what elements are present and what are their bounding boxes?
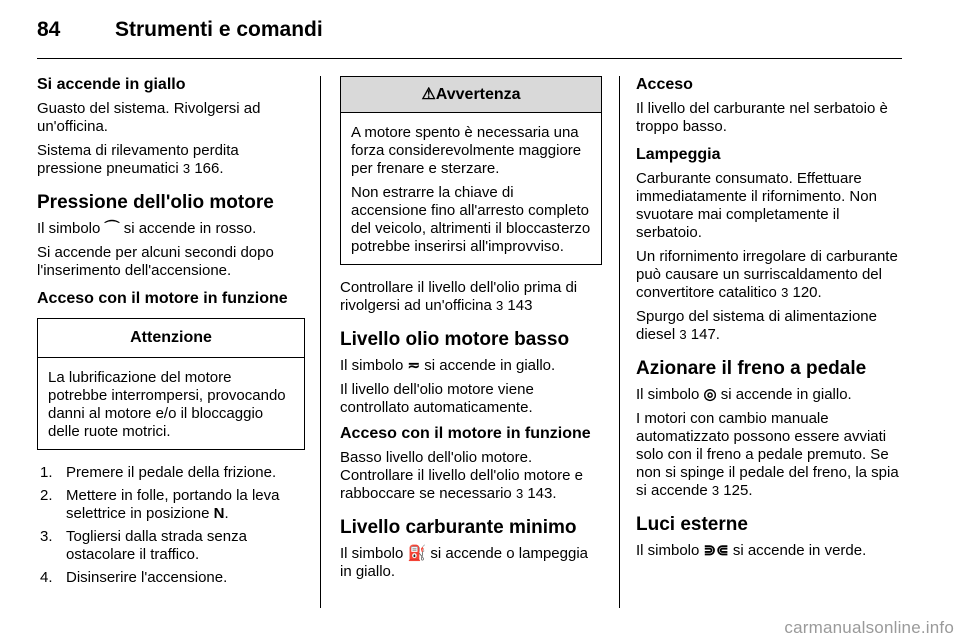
paragraph: Il simbolo ◎ si accende in giallo.: [636, 386, 852, 403]
paragraph: Il simbolo ≂ si accende in giallo.: [340, 357, 556, 374]
page-ref-icon: 3: [711, 483, 720, 498]
label-engine-running: Acceso con il motore in funzione: [340, 425, 591, 442]
column-2: [340, 76, 602, 587]
paragraph: Carburante consumato. Effettuare immediatamente il rifornimento. Non svuotare mai completamente il serbatoio.: [636, 170, 877, 241]
page-ref-icon: 3: [182, 161, 191, 176]
paragraph: I motori con cambio manuale automatizzato possono essere avviati solo con il freno a pedale premuto. Se non si spinge il pedale del freno, la spia si accende 3 125.: [636, 410, 899, 499]
paragraph: Il livello del carburante nel serbatoio è troppo basso.: [636, 100, 888, 135]
caution-box: [37, 318, 305, 450]
oil-can-icon: ⌒: [104, 220, 120, 237]
column-3: [636, 76, 904, 566]
page-ref-icon: 3: [496, 298, 504, 313]
page-ref-icon: 3: [781, 285, 789, 300]
heading-low-oil: Livello olio motore basso: [340, 329, 570, 350]
warning-title: ⚠Avvertenza: [341, 77, 601, 113]
header-divider: [37, 58, 902, 59]
brake-pedal-icon: ◎: [703, 386, 717, 403]
page-number: 84: [37, 18, 61, 41]
paragraph: Il simbolo ⛽ si accende o lampeggia in giallo.: [340, 545, 588, 580]
paragraph: Si accende per alcuni secondi dopo l'inserimento dell'accensione.: [37, 244, 274, 279]
column-divider-2: [619, 76, 620, 608]
paragraph: Sistema di rilevamento perdita pressione pneumatici 3 166.: [37, 142, 239, 177]
exterior-lights-icon: ⋑⋐: [703, 542, 729, 559]
warning-box: [340, 76, 602, 265]
paragraph: Guasto del sistema. Rivolgersi ad un'officina.: [37, 100, 261, 135]
heading-exterior-lights: Luci esterne: [636, 514, 748, 535]
watermark: carmanualsonline.info: [784, 618, 954, 637]
fuel-pump-icon: ⛽: [407, 545, 427, 562]
label-engine-running: Acceso con il motore in funzione: [37, 290, 288, 307]
warning-text: A motore spento è necessaria una forza considerevolmente maggiore per frenare e sterzare.: [351, 124, 582, 177]
list-item: 4. Disinserire l'accensione.: [40, 569, 228, 586]
page-header: [37, 18, 323, 48]
label-flashing: Lampeggia: [636, 146, 721, 163]
caution-title: Attenzione: [38, 319, 304, 358]
heading-brake-pedal: Azionare il freno a pedale: [636, 358, 867, 379]
page-ref-icon: 3: [515, 486, 524, 501]
steps-list: [37, 464, 305, 587]
section-title: Strumenti e comandi: [115, 18, 323, 41]
oil-level-icon: ≂: [407, 357, 421, 374]
label-on: Acceso: [636, 76, 693, 93]
paragraph: Spurgo del sistema di alimentazione diesel 3 147.: [636, 308, 877, 343]
list-item: 1. Premere il pedale della frizione.: [40, 464, 277, 481]
page-ref-icon: 3: [679, 327, 687, 342]
paragraph: Il simbolo ⌒ si accende in rosso.: [37, 220, 257, 237]
paragraph: Controllare il livello dell'olio prima di rivolgersi ad un'officina 3 143: [340, 279, 578, 314]
heading-oil-pressure: Pressione dell'olio motore: [37, 192, 274, 213]
paragraph: Un rifornimento irregolare di carburante può causare un surriscaldamento del convertitore catalitico 3 120.: [636, 248, 898, 301]
paragraph: Il livello dell'olio motore viene controllato automaticamente.: [340, 381, 534, 416]
warning-icon: ⚠: [421, 86, 436, 103]
heading-fuel-level: Livello carburante minimo: [340, 517, 577, 538]
warning-text: Non estrarre la chiave di accensione fino all'arresto completo del veicolo, altrimenti il bloccasterzo potrebbe inserirsi all'improvviso.: [351, 184, 591, 255]
paragraph: Basso livello dell'olio motore. Controllare il livello dell'olio motore e rabboccare se necessario 3 143.: [340, 449, 583, 502]
caution-text: La lubrificazione del motore potrebbe interrompersi, provocando danni al motore e/o il bloccaggio delle ruote motrici.: [48, 369, 286, 440]
list-item: 3. Togliersi dalla strada senza ostacolare il traffico.: [40, 528, 247, 563]
column-divider-1: [320, 76, 321, 608]
list-item: 2. Mettere in folle, portando la leva selettrice in posizione N.: [40, 487, 280, 522]
label-yellow: Si accende in giallo: [37, 76, 186, 93]
column-1: [37, 76, 305, 592]
paragraph: Il simbolo ⋑⋐ si accende in verde.: [636, 542, 867, 559]
